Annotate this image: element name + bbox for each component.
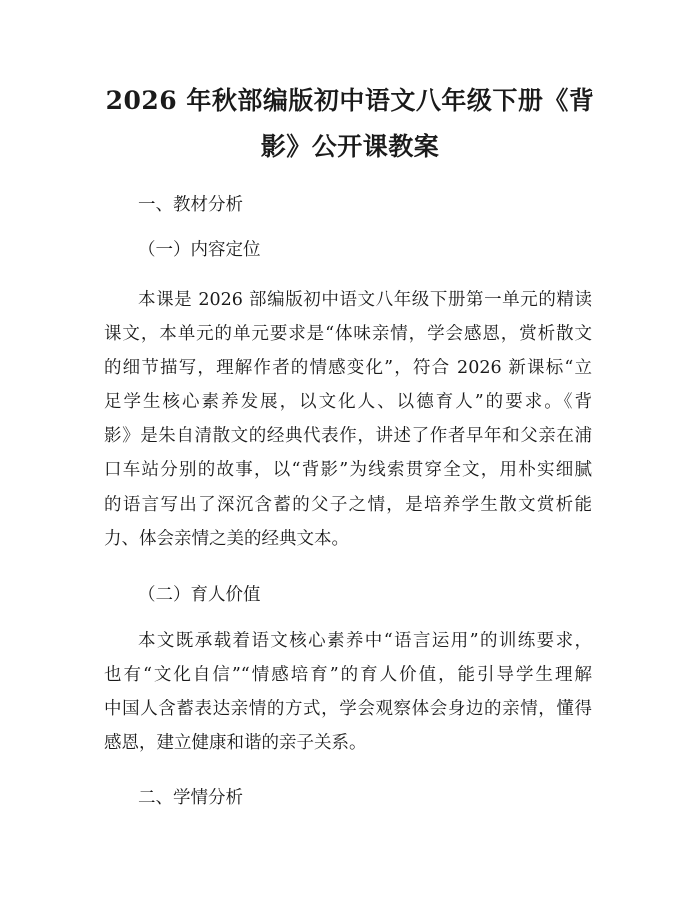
- subsection-heading-content-positioning: （一）内容定位: [138, 240, 261, 260]
- paragraph-line: 力、体会亲情之美的经典文本。: [104, 529, 349, 549]
- paragraph-line: 本课是 2026 部编版初中语文八年级下册第一单元的精读: [138, 290, 592, 310]
- paragraph-line: 也有“文化自信”“情感培育”的育人价值，能引导学生理解: [104, 665, 592, 685]
- document-title-line-1: 2026 年秋部编版初中语文八年级下册《背: [105, 86, 595, 115]
- paragraph-line: 中国人含蓄表达亲情的方式，学会观察体会身边的亲情，懂得: [104, 699, 592, 719]
- section-heading-teaching-material-analysis: 一、教材分析: [138, 195, 243, 215]
- paragraph-line: 感恩，建立健康和谐的亲子关系。: [104, 733, 367, 753]
- paragraph-line: 课文，本单元的单元要求是“体味亲情，学会感恩，赏析散文: [104, 324, 592, 344]
- paragraph-line: 的细节描写，理解作者的情感变化”，符合 2026 新课标“立: [104, 358, 592, 378]
- paragraph-line: 口车站分别的故事，以“背影”为线索贯穿全文，用朴实细腻: [104, 460, 592, 480]
- paragraph-line: 的语言写出了深沉含蓄的父子之情，是培养学生散文赏析能: [104, 495, 592, 515]
- paragraph-line: 影》是朱自清散文的经典代表作，讲述了作者早年和父亲在浦: [104, 426, 592, 446]
- section-heading-student-analysis: 二、学情分析: [138, 788, 243, 808]
- document-title-line-2: 影》公开课教案: [260, 132, 440, 161]
- paragraph-line: 本文既承载着语文核心素养中“语言运用”的训练要求，: [138, 631, 592, 651]
- subsection-heading-educational-value: （二）育人价值: [138, 585, 261, 605]
- paragraph-line: 足学生核心素养发展，以文化人、以德育人”的要求。《背: [104, 392, 592, 412]
